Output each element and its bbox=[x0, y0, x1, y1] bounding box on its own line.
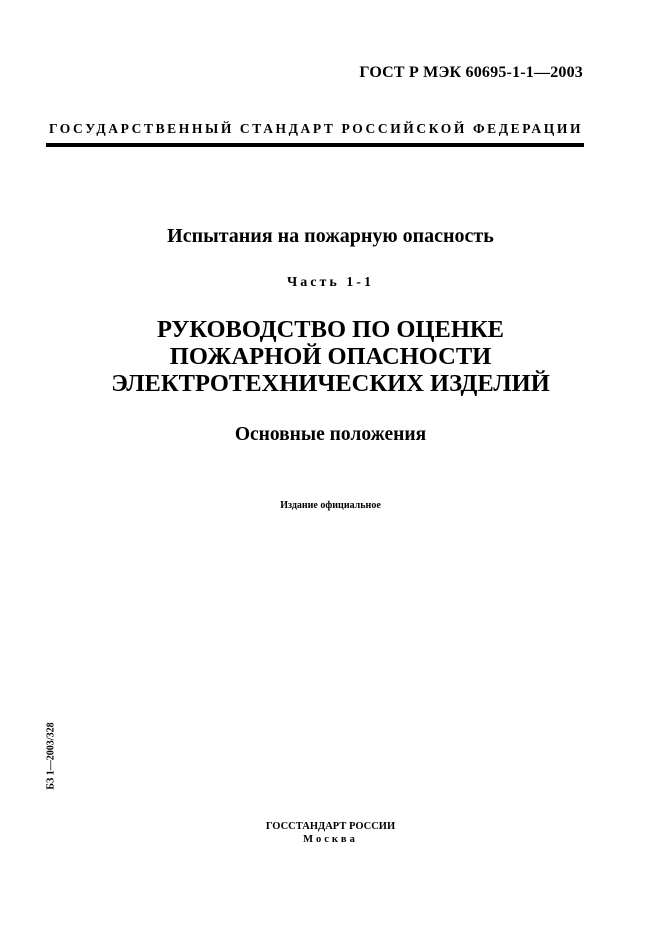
edition-note: Издание официальное bbox=[280, 500, 381, 511]
side-code-text: БЗ 1—2003/328 bbox=[45, 722, 57, 790]
publisher-city: Москва bbox=[303, 834, 358, 845]
main-title bbox=[0, 316, 661, 397]
main-title-line-3: ЭЛЕКТРОТЕХНИЧЕСКИХ ИЗДЕЛИЙ bbox=[111, 370, 550, 397]
header-divider bbox=[46, 143, 584, 147]
subtitle: Основные положения bbox=[234, 424, 427, 445]
series-title: Испытания на пожарную опасность bbox=[167, 225, 494, 247]
main-title-line-1: РУКОВОДСТВО ПО ОЦЕНКЕ bbox=[157, 316, 504, 343]
side-code bbox=[43, 716, 59, 796]
main-title-line-2: ПОЖАРНОЙ ОПАСНОСТИ bbox=[169, 343, 492, 370]
state-standard-heading: ГОСУДАРСТВЕННЫЙ СТАНДАРТ РОССИЙСКОЙ ФЕДЕРАЦИИ bbox=[48, 121, 584, 136]
publisher: ГОССТАНДАРТ РОССИИ bbox=[265, 821, 396, 832]
standard-code: ГОСТ Р МЭК 60695-1-1—2003 bbox=[359, 64, 583, 81]
part-label: Часть 1-1 bbox=[287, 275, 374, 290]
